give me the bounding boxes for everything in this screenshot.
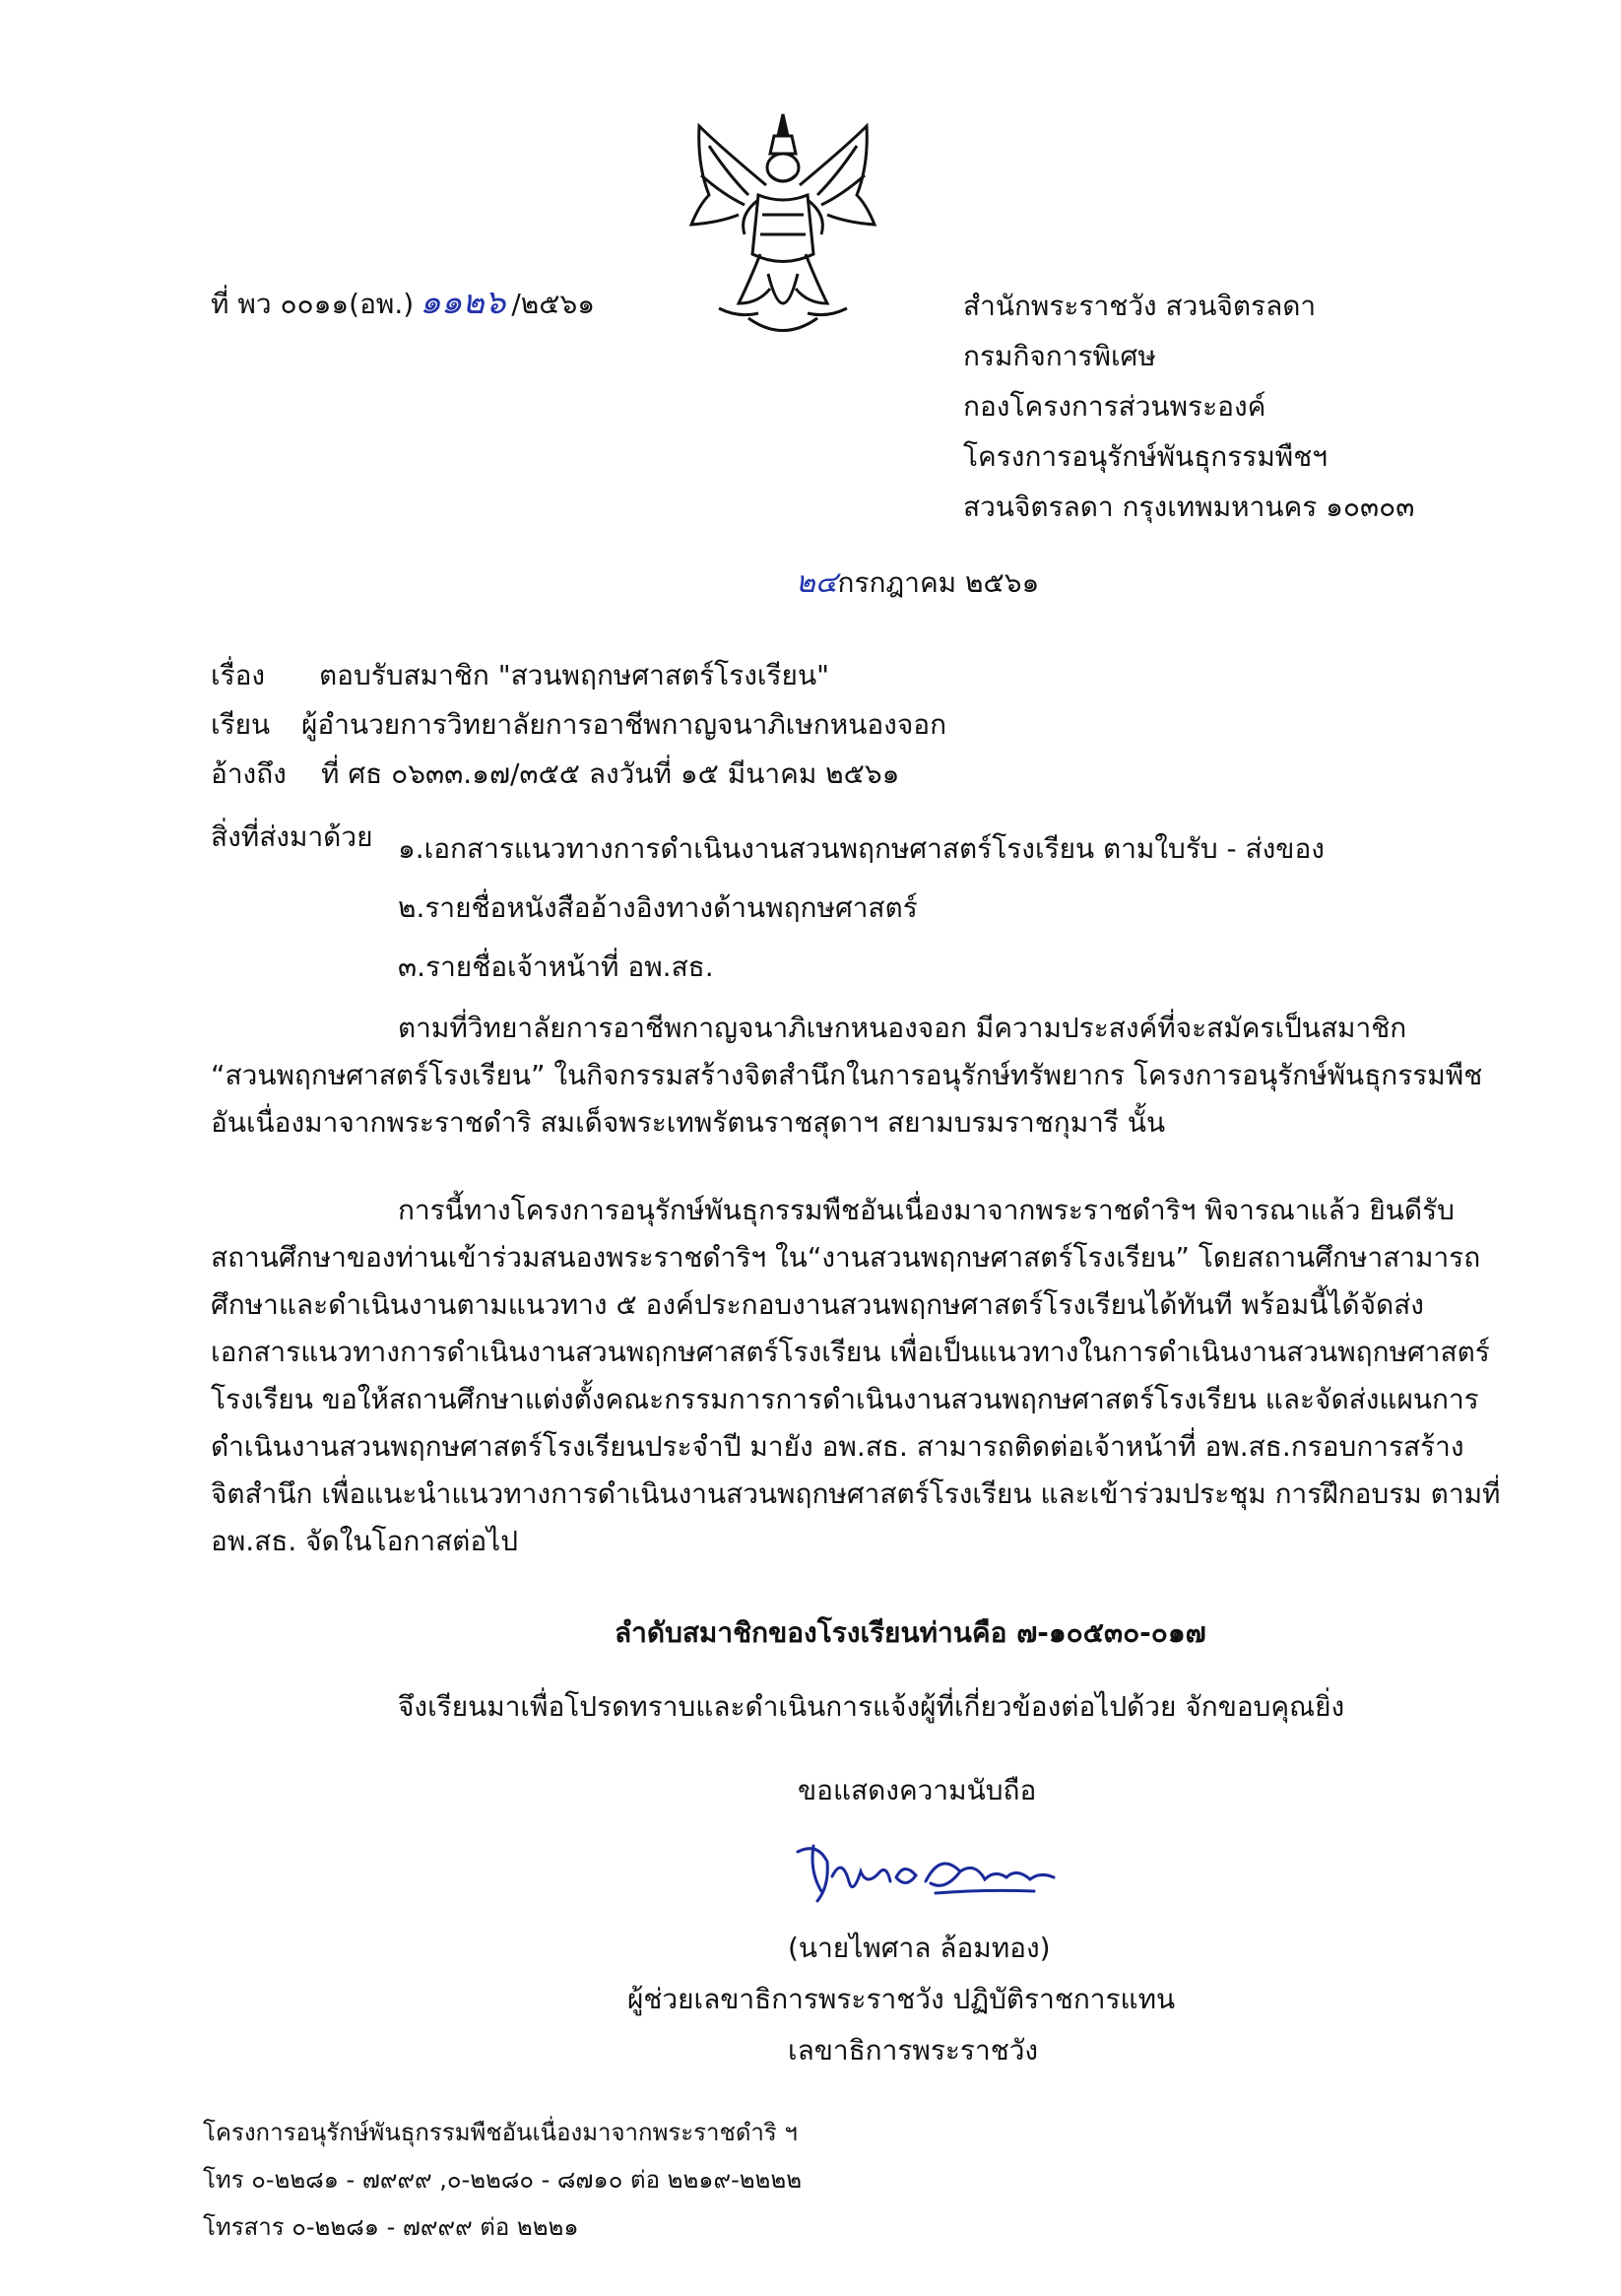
- recipient-label: เรียน: [211, 708, 271, 741]
- date-rest: กรกฎาคม ๒๕๖๑: [837, 566, 1040, 599]
- paragraph-line: จิตสำนึก เพื่อแนะนำแนวทางการดำเนินงานสวนพฤกษศาสตร์โรงเรียน และเข้าร่วมประชุม การฝึกอบรม ตามที่: [211, 1477, 1501, 1510]
- footer-phone: โทร ๐-๒๒๘๑ - ๗๙๙๙ ,๐-๒๒๘๐ - ๘๗๑๐ ต่อ ๒๒๑๙-๒๒๒๒: [203, 2166, 803, 2194]
- sender-line: กองโครงการส่วนพระองค์: [963, 390, 1266, 423]
- paragraph-line: ดำเนินงานสวนพฤกษศาสตร์โรงเรียนประจำปี มายัง อพ.สธ. สามารถติดต่อเจ้าหน้าที่ อพ.สธ.กรอบการสร้าง: [211, 1430, 1464, 1463]
- sender-line: สวนจิตรลดา กรุงเทพมหานคร ๑๐๓๐๓: [963, 491, 1415, 523]
- enclosures-label: สิ่งที่ส่งมาด้วย: [211, 820, 373, 853]
- reference-label: อ้างถึง: [211, 757, 287, 790]
- ref-handwritten: ๑๑๒๖: [420, 283, 506, 322]
- date-day-handwritten: ๒๔: [796, 565, 838, 600]
- paragraph-line: การนี้ทางโครงการอนุรักษ์พันธุกรรมพืชอันเนื่องมาจากพระราชดำริฯ พิจารณาแล้ว ยินดีรับ: [398, 1194, 1455, 1226]
- enclosure-item: ๑.เอกสารแนวทางการดำเนินงานสวนพฤกษศาสตร์โรงเรียน ตามใบรับ - ส่งของ: [398, 832, 1325, 865]
- enclosure-item: ๒.รายชื่อหนังสืออ้างอิงทางด้านพฤกษศาสตร์: [398, 891, 918, 924]
- footer-fax: โทรสาร ๐-๒๒๘๑ - ๗๙๙๙ ต่อ ๒๒๒๑: [203, 2213, 579, 2241]
- signature-icon: [788, 1832, 1073, 1921]
- signer-title-2: เลขาธิการพระราชวัง: [788, 2034, 1039, 2066]
- subject-line: [211, 658, 829, 693]
- enclosure-item: ๓.รายชื่อเจ้าหน้าที่ อพ.สธ.: [398, 951, 714, 983]
- signer-title-1: ผู้ช่วยเลขาธิการพระราชวัง ปฏิบัติราชการแทน: [627, 1983, 1176, 2015]
- subject-label: เรื่อง: [211, 659, 266, 691]
- handwritten-signature: [788, 1832, 1073, 1921]
- paragraph-line: สถานศึกษาของท่านเข้าร่วมสนองพระราชดำริฯ ใน“งานสวนพฤกษศาสตร์โรงเรียน” โดยสถานศึกษาสามารถ: [211, 1241, 1481, 1274]
- paragraph-line: อันเนื่องมาจากพระราชดำริ สมเด็จพระเทพรัตนราชสุดาฯ สยามบรมราชกุมารี นั้น: [211, 1106, 1166, 1139]
- enclosures-list: [398, 820, 1325, 997]
- recipient-line: [211, 707, 946, 743]
- recipient-text: ผู้อำนวยการวิทยาลัยการอาชีพกาญจนาภิเษกหนองจอก: [301, 708, 947, 741]
- paragraph-line: เอกสารแนวทางการดำเนินงานสวนพฤกษศาสตร์โรงเรียน เพื่อเป็นแนวทางในการดำเนินงานสวนพฤกษศาสตร์: [211, 1336, 1490, 1368]
- sender-line: โครงการอนุรักษ์พันธุกรรมพืชฯ: [963, 440, 1328, 473]
- reference-line: [211, 756, 899, 792]
- reference-text: ที่ ศธ ๐๖๓๓.๑๗/๓๕๕ ลงวันที่ ๑๕ มีนาคม ๒๕๖๑: [321, 757, 900, 790]
- footer-org: โครงการอนุรักษ์พันธุกรรมพืชอันเนื่องมาจากพระราชดำริ ฯ: [203, 2119, 798, 2146]
- paragraph-line: “สวนพฤกษศาสตร์โรงเรียน” ในกิจกรรมสร้างจิตสำนึกในการอนุรักษ์ทรัพยากร โครงการอนุรักษ์พันธุกรรมพืช: [211, 1059, 1483, 1091]
- body-paragraph-2: [211, 1187, 1501, 1565]
- salutation: ขอแสดงความนับถือ: [798, 1774, 1037, 1806]
- letter-date: [796, 563, 1039, 602]
- garuda-emblem: [680, 106, 886, 343]
- ref-prefix: ที่ พว ๐๐๑๑(อพ.): [211, 288, 415, 320]
- paragraph-line: ศึกษาและดำเนินงานตามแนวทาง ๕ องค์ประกอบงานสวนพฤกษศาสตร์โรงเรียนได้ทันที พร้อมนี้ได้จัดส่ง: [211, 1288, 1424, 1321]
- signer-name: (นายไพศาล ล้อมทอง): [788, 1932, 1051, 1964]
- sender-block: [963, 281, 1414, 532]
- paragraph-line: โรงเรียน ขอให้สถานศึกษาแต่งตั้งคณะกรรมการการดำเนินงานสวนพฤกษศาสตร์โรงเรียน และจัดส่งแผนการ: [211, 1383, 1479, 1415]
- sender-line: กรมกิจการพิเศษ: [963, 340, 1156, 372]
- garuda-emblem-icon: [680, 106, 886, 343]
- body-paragraph-1: [211, 1005, 1483, 1147]
- closing-line: จึงเรียนมาเพื่อโปรดทราบและดำเนินการแจ้งผู้ที่เกี่ยวข้องต่อไปด้วย จักขอบคุณยิ่ง: [398, 1690, 1345, 1723]
- paragraph-line: อพ.สธ. จัดในโอกาสต่อไป: [211, 1525, 519, 1557]
- reference-number: [211, 281, 595, 324]
- member-number-line: ลำดับสมาชิกของโรงเรียนท่านคือ ๗-๑๐๕๓๐-๐๑๗: [615, 1616, 1206, 1649]
- paragraph-line: ตามที่วิทยาลัยการอาชีพกาญจนาภิเษกหนองจอก มีความประสงค์ที่จะสมัครเป็นสมาชิก: [398, 1012, 1407, 1044]
- sender-line: สำนักพระราชวัง สวนจิตรลดา: [963, 290, 1317, 322]
- subject-text: ตอบรับสมาชิก "สวนพฤกษศาสตร์โรงเรียน": [319, 659, 829, 691]
- ref-suffix: /๒๕๖๑: [511, 288, 595, 320]
